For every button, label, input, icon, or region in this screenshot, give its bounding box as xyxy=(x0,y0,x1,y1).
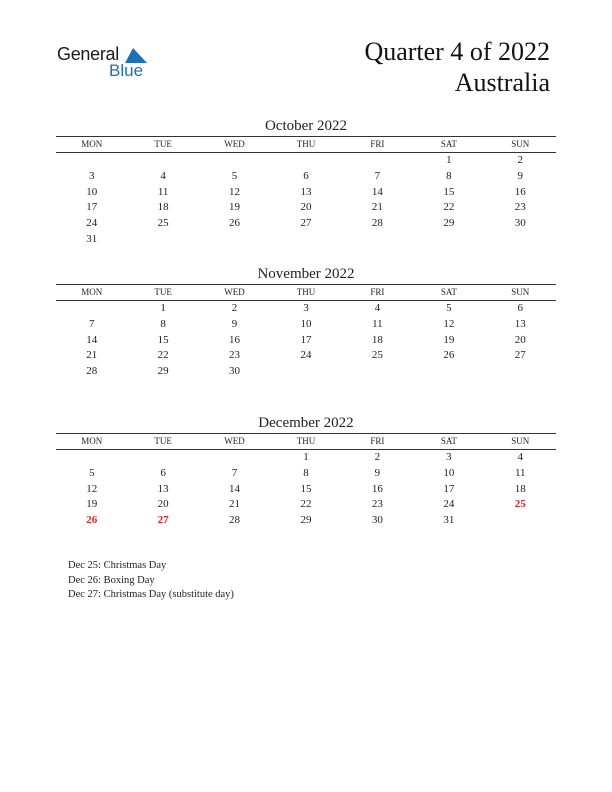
holiday-day-cell: 25 xyxy=(514,498,526,511)
holiday-note: Dec 27: Christmas Day (substitute day) xyxy=(68,589,234,600)
day-cell: 21 xyxy=(86,349,98,362)
week-row xyxy=(56,450,556,466)
day-cell xyxy=(342,153,413,169)
day-cell: 12 xyxy=(443,317,455,330)
day-cell: 4 xyxy=(374,302,381,314)
day-cell xyxy=(485,364,556,380)
page-header xyxy=(364,36,550,98)
weekday-label: SUN xyxy=(511,139,530,149)
day-cell xyxy=(199,232,270,248)
holiday-note: Dec 26: Boxing Day xyxy=(68,574,155,586)
day-cell xyxy=(413,364,484,380)
day-cell xyxy=(199,153,270,169)
day-cell: 18 xyxy=(371,333,383,346)
weekday-label: FRI xyxy=(370,287,385,297)
weekday-label: SUN xyxy=(511,436,530,446)
weekday-label: THU xyxy=(296,436,316,446)
day-cell: 31 xyxy=(86,232,98,245)
week-row xyxy=(56,153,556,169)
day-cell: 3 xyxy=(303,302,309,314)
weekday-label: TUE xyxy=(154,436,172,446)
day-cell xyxy=(56,450,127,466)
month-title: October 2022 xyxy=(264,118,348,134)
day-cell: 14 xyxy=(86,333,98,346)
logo-text-general: General xyxy=(57,44,119,64)
day-cell: 27 xyxy=(300,217,312,230)
day-cell: 22 xyxy=(300,498,312,511)
day-cell: 28 xyxy=(86,365,98,378)
weekday-label: THU xyxy=(296,139,316,149)
weekday-header-row xyxy=(56,136,556,153)
day-cell xyxy=(199,450,270,466)
day-cell: 14 xyxy=(371,185,383,198)
day-cell: 10 xyxy=(300,317,312,330)
weekday-label: WED xyxy=(224,436,245,446)
day-cell: 6 xyxy=(517,302,523,314)
day-cell: 2 xyxy=(517,154,523,166)
weekday-label: FRI xyxy=(370,139,385,149)
day-cell: 13 xyxy=(514,317,526,330)
day-cell: 29 xyxy=(157,365,169,378)
day-cell xyxy=(270,364,341,380)
weekday-header-row xyxy=(56,284,556,301)
weekday-label: MON xyxy=(81,287,103,297)
day-cell: 4 xyxy=(517,451,523,463)
month-october xyxy=(56,116,556,248)
week-row xyxy=(56,317,556,333)
day-cell: 12 xyxy=(229,185,241,198)
day-cell: 8 xyxy=(303,466,309,479)
day-cell: 25 xyxy=(371,349,383,362)
holiday-notes xyxy=(68,559,234,603)
day-cell: 29 xyxy=(443,217,455,230)
day-cell: 17 xyxy=(300,333,312,346)
week-row xyxy=(56,364,556,380)
day-cell: 11 xyxy=(157,185,169,198)
day-cell: 13 xyxy=(300,185,312,198)
day-cell: 23 xyxy=(371,498,383,511)
day-cell: 26 xyxy=(443,349,455,362)
day-cell: 17 xyxy=(443,482,455,495)
day-cell: 17 xyxy=(86,201,98,214)
day-cell: 14 xyxy=(229,482,241,495)
week-row xyxy=(56,348,556,364)
day-cell: 8 xyxy=(160,317,166,330)
day-cell xyxy=(342,232,413,248)
day-cell xyxy=(127,232,198,248)
generalblue-logo xyxy=(57,44,157,84)
week-row xyxy=(56,466,556,482)
day-cell: 26 xyxy=(229,217,241,230)
day-cell xyxy=(270,153,341,169)
day-cell: 1 xyxy=(303,451,309,463)
day-cell: 24 xyxy=(443,498,455,511)
weekday-label: TUE xyxy=(154,287,172,297)
weekday-label: SUN xyxy=(511,287,530,297)
day-cell: 18 xyxy=(514,482,526,495)
day-cell: 9 xyxy=(374,466,381,479)
day-cell: 10 xyxy=(443,466,455,479)
day-cell: 30 xyxy=(229,365,241,378)
day-cell: 30 xyxy=(371,514,383,527)
day-cell: 28 xyxy=(371,217,383,230)
day-cell: 2 xyxy=(231,302,238,314)
week-row xyxy=(56,185,556,201)
day-cell: 6 xyxy=(303,169,309,182)
day-cell xyxy=(270,232,341,248)
day-cell: 16 xyxy=(229,333,241,346)
day-cell: 21 xyxy=(371,201,383,214)
day-cell: 5 xyxy=(446,302,452,314)
day-cell: 23 xyxy=(514,201,526,214)
holiday-day-cell: 26 xyxy=(86,514,98,527)
day-cell: 15 xyxy=(157,333,169,346)
week-row xyxy=(56,169,556,185)
day-cell: 24 xyxy=(86,217,98,230)
weekday-header-row xyxy=(56,433,556,450)
month-title: December 2022 xyxy=(258,415,354,431)
month-november xyxy=(56,264,556,380)
day-cell: 30 xyxy=(514,217,526,230)
day-cell: 15 xyxy=(300,482,312,495)
week-row xyxy=(56,333,556,349)
page-title: Quarter 4 of 2022 xyxy=(364,37,550,66)
weekday-label: FRI xyxy=(370,436,385,446)
day-cell xyxy=(56,153,127,169)
week-row xyxy=(56,513,556,529)
weekday-label: THU xyxy=(296,287,316,297)
weekday-label: WED xyxy=(224,139,245,149)
day-cell: 7 xyxy=(231,466,238,479)
weekday-label: SAT xyxy=(440,436,457,446)
day-cell: 3 xyxy=(446,451,452,463)
day-cell: 5 xyxy=(88,466,95,479)
weekday-label: SAT xyxy=(440,287,457,297)
day-cell: 21 xyxy=(229,498,241,511)
weekday-label: SAT xyxy=(440,139,457,149)
holiday-day-cell: 27 xyxy=(157,514,169,527)
weekday-label: MON xyxy=(81,436,103,446)
day-cell: 31 xyxy=(443,514,455,527)
week-row xyxy=(56,482,556,498)
day-cell: 25 xyxy=(157,217,169,230)
month-title: November 2022 xyxy=(257,266,355,282)
weekday-label: MON xyxy=(81,139,103,149)
week-row xyxy=(56,216,556,232)
day-cell: 16 xyxy=(371,482,383,495)
day-cell: 11 xyxy=(372,317,383,330)
day-cell: 9 xyxy=(231,317,238,330)
week-row xyxy=(56,200,556,216)
day-cell xyxy=(56,301,127,317)
week-row xyxy=(56,497,556,513)
country-name: Australia xyxy=(454,68,550,97)
day-cell: 27 xyxy=(514,349,526,362)
day-cell xyxy=(127,153,198,169)
day-cell xyxy=(342,364,413,380)
day-cell: 3 xyxy=(88,169,95,182)
day-cell: 10 xyxy=(86,185,98,198)
day-cell: 11 xyxy=(514,466,526,479)
day-cell: 1 xyxy=(446,154,452,166)
day-cell: 12 xyxy=(86,482,98,495)
day-cell: 28 xyxy=(229,514,241,527)
weekday-label: TUE xyxy=(154,139,172,149)
week-row xyxy=(56,232,556,248)
day-cell: 8 xyxy=(446,169,452,182)
day-cell: 22 xyxy=(157,349,169,362)
day-cell: 24 xyxy=(300,349,312,362)
day-cell: 20 xyxy=(157,498,169,511)
day-cell xyxy=(485,513,556,529)
day-cell: 7 xyxy=(88,317,95,330)
day-cell: 29 xyxy=(300,514,312,527)
day-cell: 7 xyxy=(374,169,381,182)
day-cell: 20 xyxy=(514,333,526,346)
day-cell: 18 xyxy=(157,201,169,214)
day-cell: 19 xyxy=(229,201,241,214)
day-cell xyxy=(485,232,556,248)
week-row xyxy=(56,301,556,317)
day-cell: 4 xyxy=(160,169,166,182)
day-cell: 1 xyxy=(160,302,166,314)
day-cell: 2 xyxy=(374,451,381,463)
day-cell xyxy=(127,450,198,466)
day-cell: 9 xyxy=(517,169,523,182)
day-cell: 16 xyxy=(514,185,526,198)
holiday-note: Dec 25: Christmas Day xyxy=(68,560,167,571)
day-cell: 6 xyxy=(160,466,166,479)
day-cell: 23 xyxy=(229,349,241,362)
day-cell xyxy=(413,232,484,248)
day-cell: 13 xyxy=(157,482,169,495)
weekday-label: WED xyxy=(224,287,245,297)
day-cell: 15 xyxy=(443,185,455,198)
day-cell: 19 xyxy=(443,333,455,346)
day-cell: 22 xyxy=(443,201,455,214)
month-december xyxy=(56,413,556,529)
day-cell: 5 xyxy=(231,169,238,182)
day-cell: 20 xyxy=(300,201,312,214)
logo-text-blue: Blue xyxy=(109,61,144,80)
day-cell: 19 xyxy=(86,498,98,511)
